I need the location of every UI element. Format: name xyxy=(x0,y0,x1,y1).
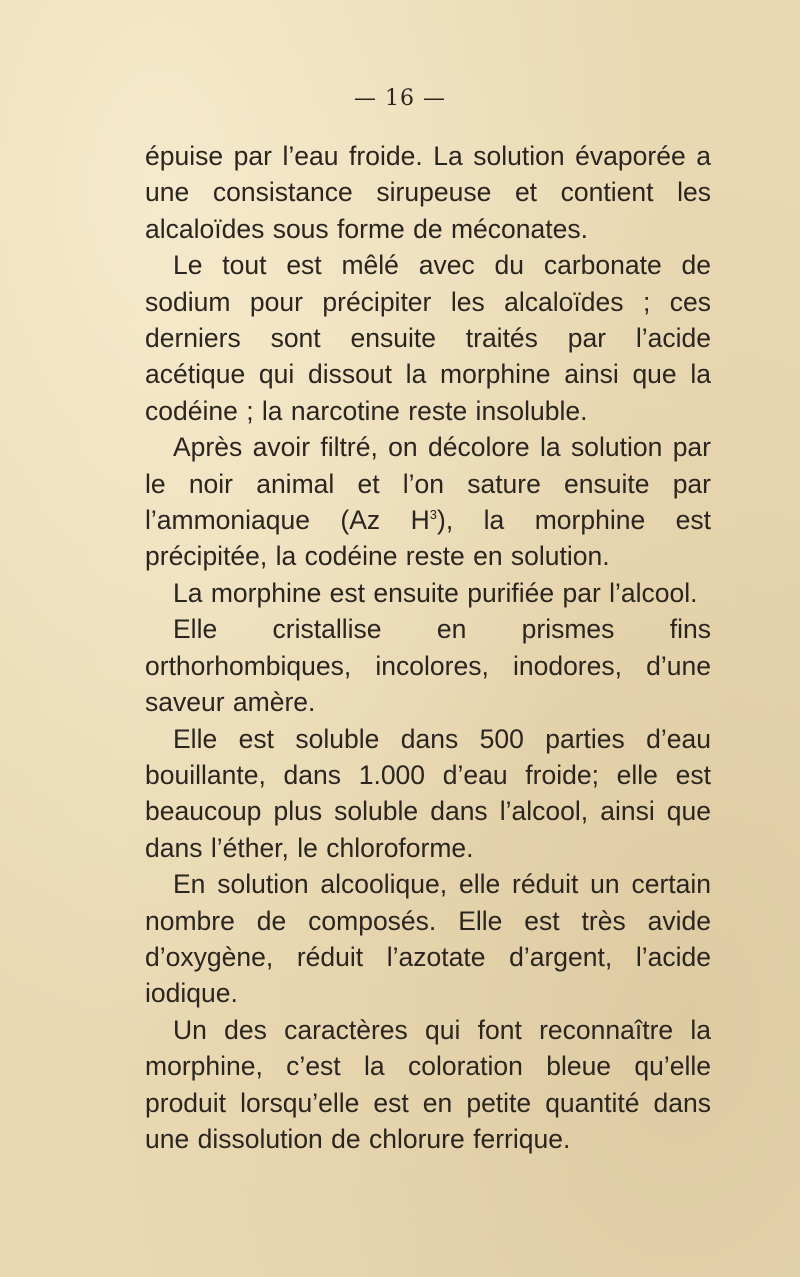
paragraph-3 xyxy=(145,429,711,575)
page-number: — 16 — xyxy=(354,86,446,111)
paragraph-7: En solution alcoolique, elle réduit un certain nombre de composés. Elle est très avide d’oxygène, réduit l’azotate d’argent, l’acide iodique. xyxy=(145,869,711,1009)
superscript: 3 xyxy=(429,507,437,523)
paragraph-3-text-end: ), la morphine est précipitée, la codéine reste en solution. xyxy=(145,505,711,572)
paragraph-8: Un des caractères qui font reconnaître la morphine, c’est la coloration bleue qu’elle produit lorsqu’elle est en petite quantité dans une dissolution de chlorure ferrique. xyxy=(145,1014,711,1154)
paragraph-2: Le tout est mêlé avec du carbonate de sodium pour précipiter les alcaloïdes ; ces derniers sont ensuite traités par l’acide acétique qui dissout la morphine ainsi que la codéine ; la narcotine reste insoluble. xyxy=(145,250,711,426)
paragraph-3-text: Après avoir filtré, on décolore la solution par le noir animal et l’on sature ensuite par l’ammoniaque (Az H xyxy=(145,432,711,536)
body-text xyxy=(145,138,711,1157)
paragraph-4: La morphine est ensuite purifiée par l’alcool. xyxy=(173,577,698,608)
paragraph-1: épuise par l’eau froide. La solution évaporée a une consistance sirupeuse et contient les alcaloïdes sous forme de méconates. xyxy=(145,141,711,244)
paragraph-5: Elle cristallise en prismes fins orthorhombiques, incolores, inodores, d’une saveur amère. xyxy=(145,614,711,718)
paragraph-6: Elle est soluble dans 500 parties d’eau bouillante, dans 1.000 d’eau froide; elle est beaucoup plus soluble dans l’alcool, ainsi que dans l’éther, le chloroforme. xyxy=(145,723,711,863)
